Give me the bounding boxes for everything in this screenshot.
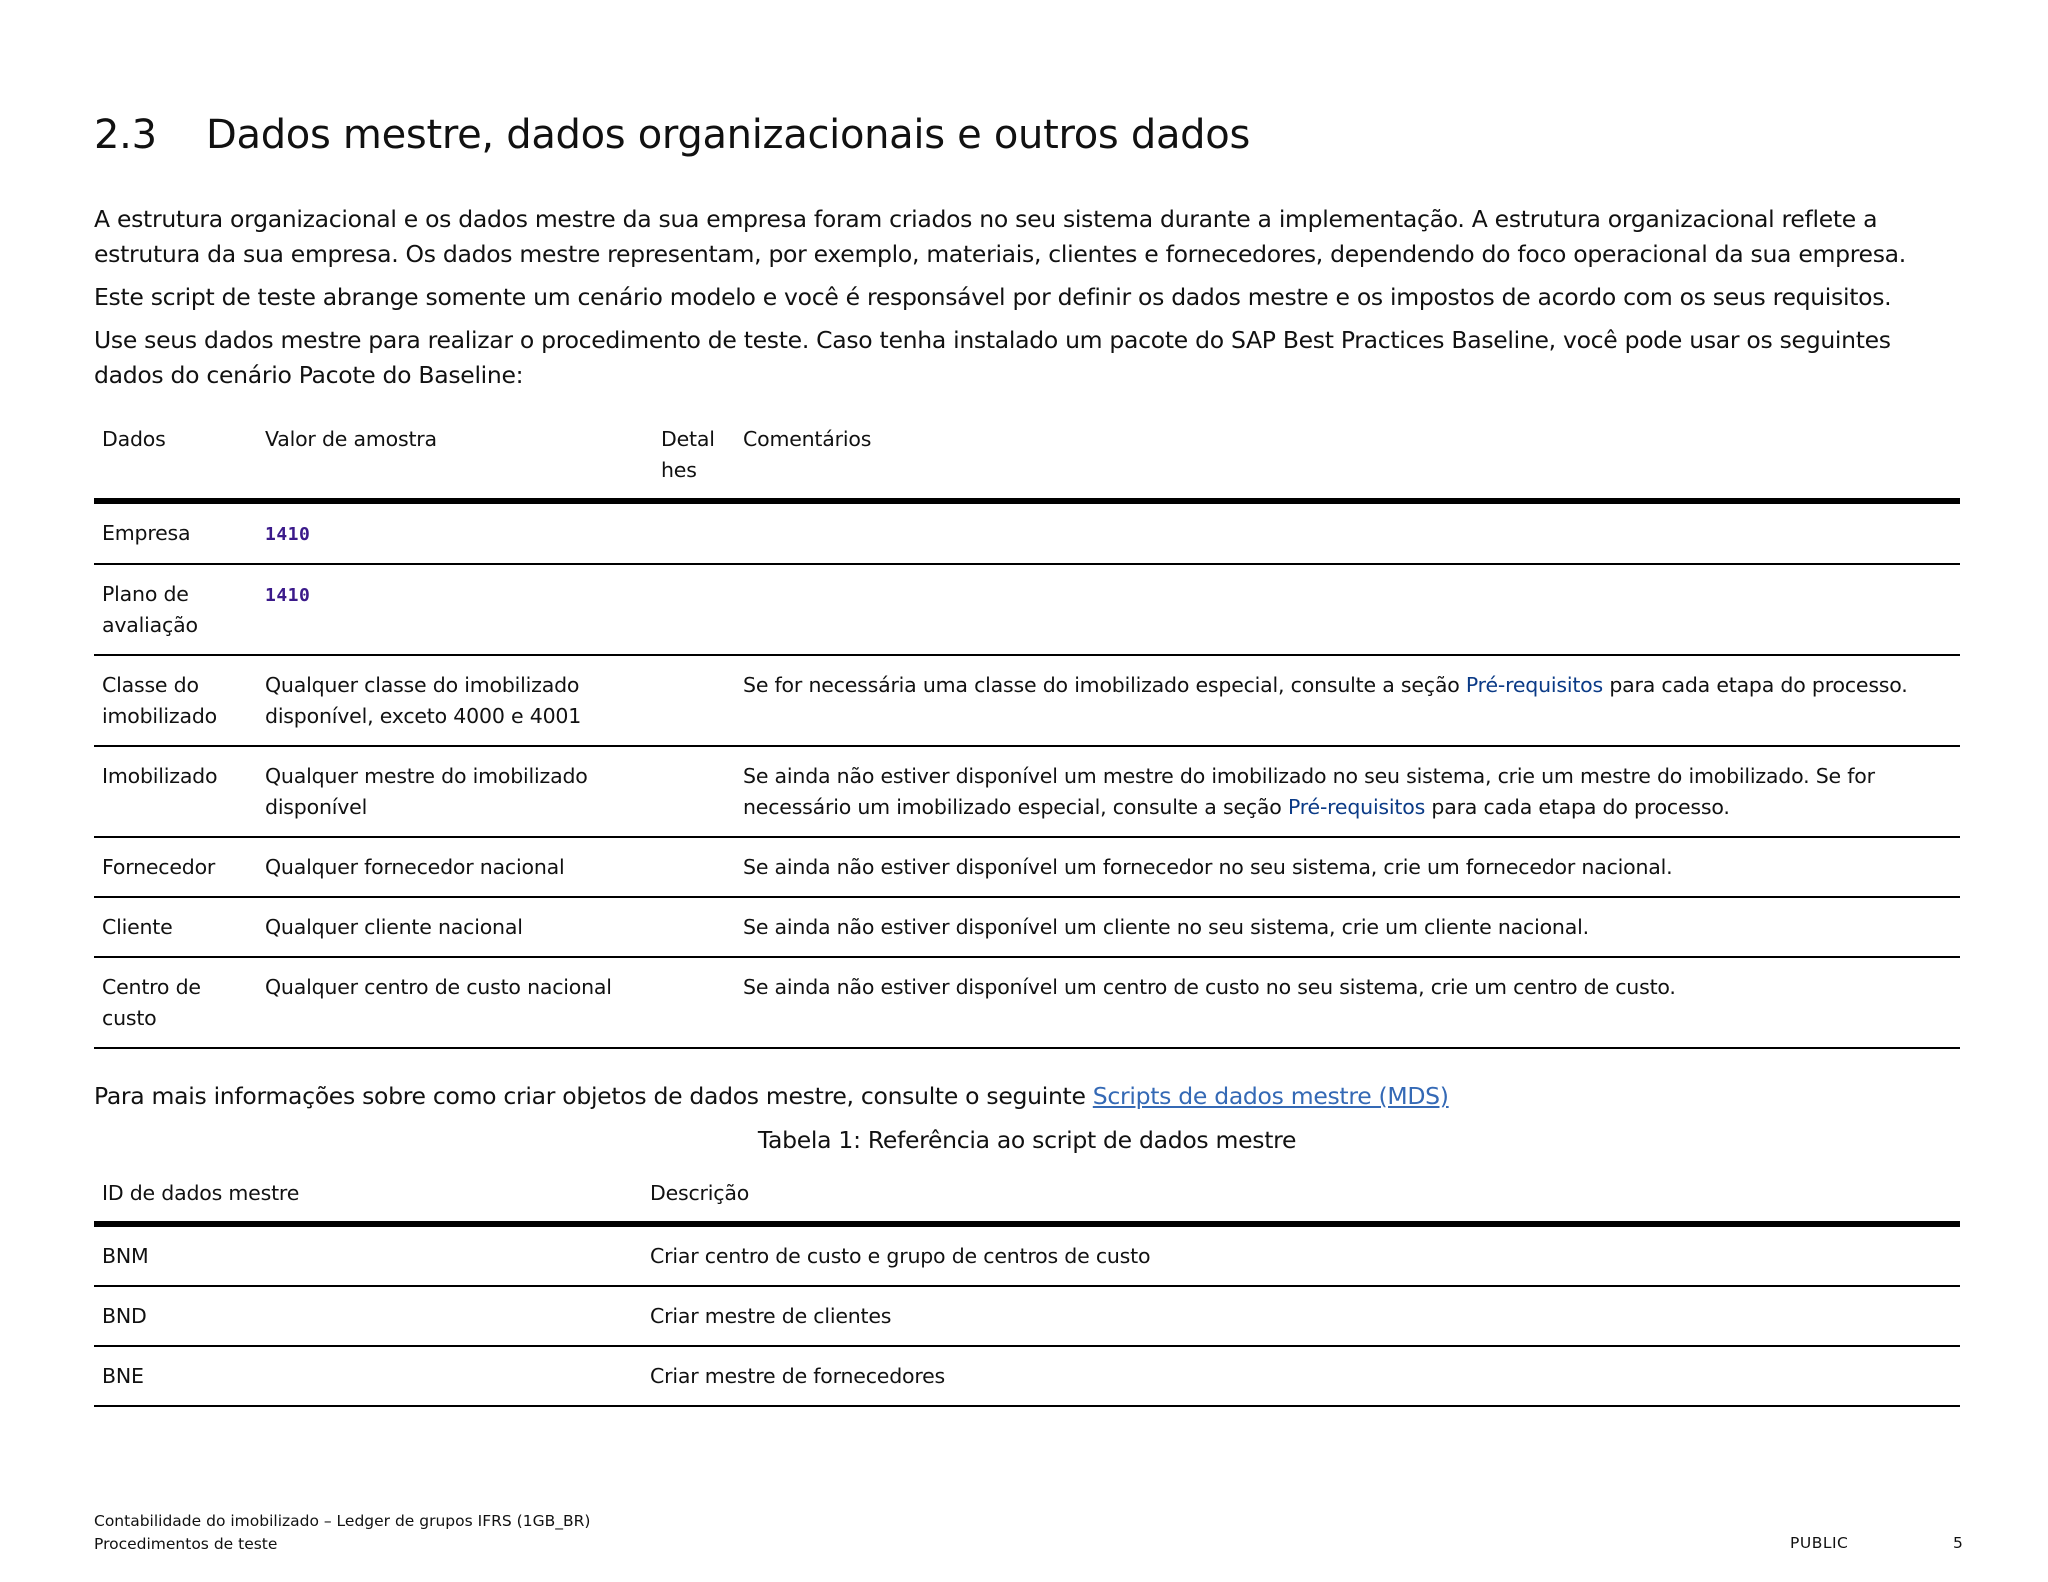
comment-text: Se ainda não estiver disponível um mestre do imobilizado no seu sistema, crie um mestre do imobilizado. Se for necessário um imobilizado especial, consulte a seção <box>743 764 1875 819</box>
footer-classification: PUBLIC <box>1790 1534 1849 1552</box>
header-detalhes: Detalhes <box>661 427 715 482</box>
section-number: 2.3 <box>94 112 157 158</box>
cell-detalhes <box>653 837 735 897</box>
comment-text: Se ainda não estiver disponível um cliente no seu sistema, crie um cliente nacional. <box>743 915 1589 939</box>
comment-text: Se ainda não estiver disponível um centro de custo no seu sistema, crie um centro de custo. <box>743 975 1676 999</box>
cell-comentarios <box>735 746 1960 837</box>
cell-detalhes <box>653 897 735 957</box>
cell-dados: Plano de avaliação <box>102 582 198 637</box>
cell-valor <box>257 501 653 564</box>
cell-dados: Fornecedor <box>102 855 216 879</box>
cell-comentarios <box>735 837 1960 897</box>
sample-data-table <box>94 412 1960 1049</box>
table-row <box>94 897 1960 957</box>
prerequisites-link[interactable]: Pré-requisitos <box>1287 795 1426 819</box>
footer-line-2: Procedimentos de teste <box>94 1535 278 1553</box>
table-row <box>94 957 1960 1048</box>
table-row <box>94 1346 1960 1406</box>
cell-dados: Centro de custo <box>102 975 201 1030</box>
table-header-row <box>94 1166 1960 1224</box>
cell-comentarios <box>735 897 1960 957</box>
code-value: 1410 <box>265 524 311 545</box>
intro-paragraph-3: Use seus dados mestre para realizar o procedimento de teste. Caso tenha instalado um pacote do SAP Best Practices Baseline, você pode usar os seguintes dados do cenário Pacote do Baseline: <box>94 326 1891 389</box>
cell-detalhes <box>653 655 735 746</box>
cell-id: BNE <box>102 1364 144 1388</box>
table-row <box>94 1224 1960 1286</box>
cell-detalhes <box>653 746 735 837</box>
cell-detalhes <box>653 501 735 564</box>
header-dados: Dados <box>102 427 166 451</box>
cell-detalhes <box>653 957 735 1048</box>
cell-comentarios <box>735 957 1960 1048</box>
cell-comentarios <box>735 655 1960 746</box>
cell-dados: Empresa <box>102 521 191 545</box>
cell-valor: Qualquer centro de custo nacional <box>265 975 612 999</box>
more-info-line <box>94 1082 1449 1110</box>
cell-comentarios <box>735 501 1960 564</box>
intro-paragraph-1: A estrutura organizacional e os dados mestre da sua empresa foram criados no seu sistema durante a implementação. A estrutura organizacional reflete a estrutura da sua empresa. Os dados mestre representam, por exemplo, materiais, clientes e fornecedores, dependendo do foco operacional da sua empresa. <box>94 205 1906 268</box>
footer-page-number: 5 <box>1953 1534 1963 1552</box>
cell-descricao: Criar centro de custo e grupo de centros de custo <box>650 1244 1151 1268</box>
cell-valor: Qualquer classe do imobilizado disponível, exceto 4000 e 4001 <box>265 673 582 728</box>
cell-dados: Cliente <box>102 915 173 939</box>
cell-dados: Imobilizado <box>102 764 218 788</box>
comment-text: Se for necessária uma classe do imobilizado especial, consulte a seção <box>743 673 1466 697</box>
table-header-row <box>94 412 1960 501</box>
cell-comentarios <box>735 564 1960 655</box>
prerequisites-link[interactable]: Pré-requisitos <box>1465 673 1603 697</box>
section-heading <box>94 112 1250 158</box>
table-row <box>94 564 1960 655</box>
cell-valor: Qualquer mestre do imobilizado disponível <box>265 764 588 819</box>
mds-reference-table <box>94 1166 1960 1407</box>
comment-text: para cada etapa do processo. <box>1603 673 1908 697</box>
header-comentarios: Comentários <box>743 427 872 451</box>
footer-line-1: Contabilidade do imobilizado – Ledger de grupos IFRS (1GB_BR) <box>94 1512 591 1530</box>
table-row <box>94 746 1960 837</box>
cell-descricao: Criar mestre de clientes <box>650 1304 892 1328</box>
cell-valor: Qualquer fornecedor nacional <box>265 855 565 879</box>
cell-valor: Qualquer cliente nacional <box>265 915 523 939</box>
header-valor-amostra: Valor de amostra <box>265 427 437 451</box>
table-row <box>94 837 1960 897</box>
code-value: 1410 <box>265 585 311 606</box>
table-row <box>94 1286 1960 1346</box>
cell-id: BNM <box>102 1244 149 1268</box>
table-row <box>94 501 1960 564</box>
table-row <box>94 655 1960 746</box>
comment-text: Se ainda não estiver disponível um fornecedor no seu sistema, crie um fornecedor nacional. <box>743 855 1673 879</box>
more-info-text: Para mais informações sobre como criar objetos de dados mestre, consulte o seguinte <box>94 1082 1093 1110</box>
comment-text: para cada etapa do processo. <box>1425 795 1730 819</box>
cell-id: BND <box>102 1304 147 1328</box>
cell-descricao: Criar mestre de fornecedores <box>650 1364 946 1388</box>
intro-text <box>94 202 1960 401</box>
cell-valor <box>257 564 653 655</box>
header-descricao: Descrição <box>650 1181 750 1205</box>
cell-detalhes <box>653 564 735 655</box>
header-id: ID de dados mestre <box>102 1181 300 1205</box>
mds-scripts-link[interactable]: Scripts de dados mestre (MDS) <box>1092 1082 1449 1110</box>
table-caption: Tabela 1: Referência ao script de dados mestre <box>757 1126 1297 1154</box>
cell-dados: Classe do imobilizado <box>102 673 217 728</box>
intro-paragraph-2: Este script de teste abrange somente um cenário modelo e você é responsável por definir os dados mestre e os impostos de acordo com os seus requisitos. <box>94 283 1892 311</box>
footer-document-info <box>94 1510 590 1556</box>
section-title: Dados mestre, dados organizacionais e outros dados <box>206 112 1250 158</box>
